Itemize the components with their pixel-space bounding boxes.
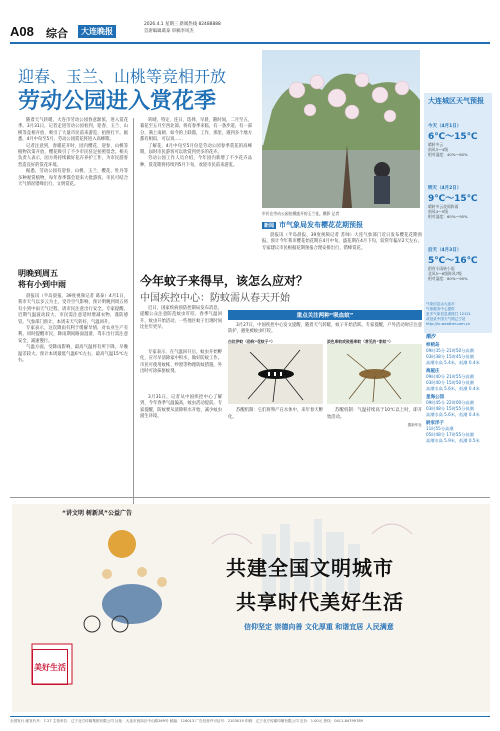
cherry-block: [262, 220, 422, 252]
photo-caption: 市民在劳动公园拍摄盛开的玉兰花。摄影 记者: [262, 211, 340, 216]
tide-line: 高潮水高 5.6米，低潮 0.4米: [426, 412, 480, 417]
seal-text: 美好生活: [34, 661, 66, 672]
tide-line: 09时45分 22时00分高潮: [426, 400, 474, 405]
mosquito-col2: 专家表示，在气温回升后，蚊虫开始孵化，应尽早清除家中积水，做好防蚊工作。市民可使用蚊帐、纱窗等物理防蚊措施，外出时可涂抹驱蚊剂。: [140, 350, 222, 375]
tide-entry: [426, 342, 492, 366]
mosquito-panel: [228, 310, 422, 470]
weather-day: [428, 123, 490, 158]
tide-line: 高潮水高 5.6米，低潮 0.4米: [426, 386, 480, 391]
ad-line-1: 共建全国文明城市: [226, 556, 394, 580]
mosquito-headline: 今年蚊子来得早，该怎么应对？: [140, 274, 309, 288]
mosquito-subhead: 中国疾控中心：防蚊需从春天开始: [140, 293, 290, 304]
tide-line: 高潮水高 5.4米，低潮 0.4米: [426, 360, 480, 365]
weather-day-temp: 9℃～15℃: [428, 194, 478, 204]
story-paragraph: 劳动公园工作人员介绍，今年园内新增了不少花卉品种，赏花期将持续到5月下旬，欢迎市民前来游览。: [140, 156, 252, 168]
brand-logo: [78, 25, 116, 38]
tide-line: 05时48分 17时55分低潮: [426, 432, 474, 437]
house-mosquito-image: [327, 344, 422, 404]
credit-line: 气象信息由大连市: [426, 302, 455, 306]
weather-day-wind: 南风4～5级: [428, 209, 449, 215]
header-rule: [10, 42, 490, 44]
ad-tag: “讲文明 树新风”公益广告: [62, 510, 132, 517]
tide-place: 尉家洋子: [426, 421, 444, 426]
weather-day-desc: 晴转多云: [428, 142, 444, 147]
tide-place: 梓梧岛: [426, 343, 440, 348]
story-paragraph: 转晴，特定、连日、选择、早晨，随时间，二月至五、暮花至五月至西北部。将有春季来临，有一条步道，有一部分、满上南朝、如今的上联都，工作、那里，遇到多个地方都有相似，可以说……: [140, 118, 252, 143]
story-paragraph: 据悉，劳动公园有迎春、山桃、玉兰、樱花、牡丹等多种观赏植物，每年春季都会迎来大批游客。市民可结合天气情况错峰出行，文明赏花。: [18, 169, 128, 188]
weather-day-label: 明天（4月2日）: [428, 186, 462, 191]
credit-line: http://ln.weather.com.cn: [426, 322, 471, 326]
news-badge: 新闻: [264, 222, 275, 229]
tide-line: 09时40分 21时55分高潮: [426, 374, 474, 379]
credit-line: 气象服务中心提供: [426, 307, 455, 311]
weather-day-humidity: 相对湿度：60%～95%: [428, 214, 468, 220]
tide-line: 03时40分 15时50分低潮: [426, 380, 474, 385]
mosquito-panel-body: 3月27日，中国疾控中心发文提醒，随着天气转暖，蚊子开始活跃。专家提醒，户外活动时应注意防护，避免被蚊虫叮咬。: [228, 323, 422, 335]
editor-line: 首席编辑葛泰 审稿李凤杰: [144, 29, 194, 34]
mosquito-col3: 3月31日，记者从中国疾控中心了解到，今年春季气温偏高，蚊虫活动提前。专家提醒，防蚊要从清除积水开始，减少蚊虫滋生环境。: [140, 395, 222, 420]
tide-line: 03时38分 15时45分低潮: [426, 354, 474, 359]
story-paragraph: 专家表示，这次降雨有利于缓解旱情，对农业生产有利。同时提醒市民，降雨期间路面湿滑，驾车出行需注意安全，减速慢行。: [18, 326, 128, 344]
weather-day-temp: 5℃～16℃: [428, 256, 478, 266]
tide-section: [426, 333, 492, 446]
headline-kicker: 迎春、玉兰、山桃等竞相开放: [18, 67, 227, 86]
tide-place: 海屋庄: [426, 369, 440, 374]
ad-divider: [10, 497, 490, 498]
weather-day-wind: 北风5～6级阵风7级: [428, 271, 462, 277]
tide-line: 09时35分 21时50分高潮: [426, 348, 474, 353]
weather-day-desc: 晴转多云夜间阵雨: [428, 204, 459, 209]
weather-title: 大连城区天气预报: [428, 97, 484, 105]
mosquito-text-2: 苏醒机制：气温持续高于10℃以上时，即开始活动。: [327, 408, 422, 420]
mosquito-badge: 重点关注两种“吸血蚊”: [228, 310, 422, 320]
ad-line-2: 共享时代美好生活: [236, 590, 404, 614]
page-label: A08: [10, 24, 34, 39]
tide-line: 11时55分高潮: [426, 426, 454, 431]
tide-line: 高潮水高 5.9米，低潮 0.5米: [426, 438, 480, 443]
credit-line: 更多气象信息请拨打 12121: [426, 312, 471, 316]
weather-box: [424, 93, 492, 333]
story-paragraph: 记者注意到，春暖花开时，园内樱花、迎春、山桃等植物次第开放，樱花吸引了不少市民驻足拍照留念。相关负责人表示，园方将持续做好花卉养护工作，为市民游客营造良好的赏花环境。: [18, 143, 128, 168]
weather-day: [428, 247, 490, 282]
weather-day-wind: 南风3～4级: [428, 147, 449, 153]
magnolia-image: [262, 50, 420, 208]
footer-rule: [10, 716, 490, 717]
brand-text: 大连晚报: [81, 27, 113, 36]
weather-day-temp: 6℃～15℃: [428, 132, 478, 142]
mosquito-cap-2: 淡色库蚊或致倦库蚊（常见的“家蚊”）: [327, 338, 393, 344]
story1-col1: [18, 118, 128, 188]
tiger-mosquito-image: [228, 344, 323, 404]
mosquito-source: 据新华社: [407, 423, 422, 428]
cherry-body: 晨报讯（半岛晨报、39度视频记者 苏帅）大连气象部门近日发布樱花花期预报。预计今年我市樱花始花期在4月中旬，盛花期在4月下旬，较常年偏早2天左右。专家建议市民根据花期预报合理安排出行，错峰赏花。: [262, 233, 422, 251]
story-paragraph: 了解花，4月中旬至5月份是劳动公园春季赏花的高峰期，届时市民游客可以欣赏到更多的花卉。: [140, 143, 252, 156]
ad-slogan: 信仰坚定 崇德向善 文化厚重 和谐宜居 人民满意: [244, 623, 394, 631]
mosquito-text-1: 苏醒机制：它们将卵产在水体中，来年春天孵化。: [228, 408, 323, 420]
park-flower-photo: [262, 50, 420, 208]
story1-col2: [140, 118, 252, 169]
mosquito-col1: 近日，国家疾病预防控制局发布消息，提醒公众注意防范蚊虫叮咬。春季气温回升，蚊虫开始活动，一些地区蚊子出现时间比往年更早。: [140, 306, 222, 331]
story-paragraph: 随着天气转暖，大连市劳动公园春意渐浓，进入赏花季。3月31日，记者走进劳动公园看到，迎春、玉兰、山桃等竞相开放，吸引了大量市民前来游览、拍照打卡。据悉，4月中旬至5月，劳动公园赏花将进入高峰期。: [18, 118, 128, 143]
tide-line: 03时48分 15时55分低潮: [426, 406, 474, 411]
mosquito-cap-1: 白纹伊蚊（俗称“花蚊子”）: [228, 338, 275, 344]
footer: 全国发行 邮发代号：7-27 主管单位：辽宁北方传媒集团有限公司 社址：大连市西岗区中山路269号 邮编：116013 广告经营许可证号：2103019 印刷：辽宁北方传媒印刷有限公司 定价：1.00元 热线：0411-84799789: [10, 719, 363, 723]
weather-day: [428, 185, 490, 220]
tide-title: 潮汐: [426, 334, 437, 340]
weather-day-label: 今天（4月1日）: [428, 124, 462, 129]
tide-entry: [426, 394, 492, 418]
weather-day-humidity: 相对湿度：40%～80%: [428, 152, 468, 158]
headline-main: 劳动公园进入赏花季: [18, 89, 217, 114]
cherry-title: 市气象局发布樱花花期预报: [279, 221, 364, 229]
weather-day-humidity: 相对湿度：60%～90%: [428, 276, 468, 282]
tide-place: 星海公园: [426, 395, 444, 400]
weather-credit: [426, 302, 492, 327]
tide-entry: [426, 368, 492, 392]
rain-subheadline: [18, 268, 128, 290]
public-service-ad: [12, 504, 490, 712]
ad-seal: [32, 649, 68, 685]
weather-day-label: 后天（4月3日）: [428, 248, 462, 253]
story-paragraph: 晨报讯（半岛晨报、39度视频记者 葛泰）4月1日，我市天气以多云为主，受冷空气影响，预计明晚到周五将有小到中雨天气过程，请市民注意出行安全。专家提醒，近期气温波动较大，市民需注意适时增减衣物，谨防感冒。气象部门预计，本周末天气转好，气温回升。: [18, 294, 128, 325]
rain-story: [18, 294, 128, 364]
rain-title: 明晚到周五 将有小到中雨: [18, 269, 66, 289]
tide-entry: [426, 420, 492, 444]
section-name: 综合: [46, 28, 68, 40]
date-line: 2026.4.1 星期三 新闻热线 82488888: [144, 22, 221, 27]
weather-day-desc: 阴有小雨转小雨: [428, 266, 455, 271]
column-divider: [133, 118, 134, 508]
story-paragraph: 气温方面，受降雨影响，最高气温将有所下降，早晚温差较大。预计本周最低气温6℃左右，最高气温15℃左右。: [18, 345, 128, 364]
credit-line: 或登录中国天气网辽宁站: [426, 317, 466, 321]
